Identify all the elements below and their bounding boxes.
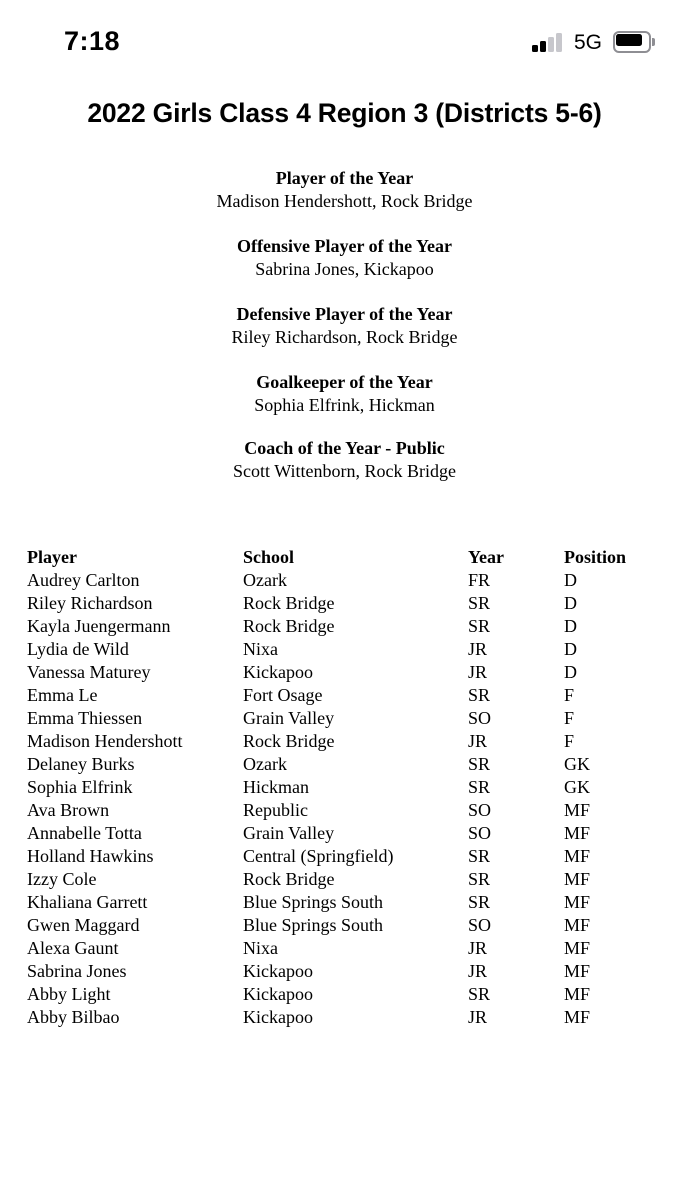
cell-school: Hickman: [243, 777, 309, 797]
cell-position: MF: [564, 984, 591, 1004]
cell-year: SO: [468, 915, 492, 935]
cell-player: Emma Le: [27, 685, 98, 705]
table-row: [27, 937, 667, 960]
signal-bar: [540, 41, 546, 52]
cell-player: Abby Light: [27, 984, 111, 1004]
status-time: 7:18: [64, 26, 121, 56]
roster-body: [27, 569, 667, 1029]
cell-school: Grain Valley: [243, 708, 335, 728]
cell-year: JR: [468, 731, 488, 751]
cell-school: Kickapoo: [243, 1007, 313, 1027]
cell-school: Ozark: [243, 570, 287, 590]
cell-player: Holland Hawkins: [27, 846, 154, 866]
cell-year: SR: [468, 869, 491, 889]
cell-school: Ozark: [243, 754, 287, 774]
cell-year: JR: [468, 662, 488, 682]
header-school: School: [243, 546, 295, 567]
table-row: [27, 730, 667, 753]
cell-position: MF: [564, 846, 591, 866]
cell-school: Rock Bridge: [243, 616, 335, 636]
battery-fill: [616, 34, 642, 46]
network-type: 5G: [574, 31, 603, 54]
cell-player: Izzy Cole: [27, 869, 97, 889]
cell-player: Audrey Carlton: [27, 570, 140, 590]
document-title: 2022 Girls Class 4 Region 3 (Districts 5-6): [87, 98, 602, 128]
table-row: [27, 868, 667, 891]
cell-year: SR: [468, 754, 491, 774]
award-winner: Sabrina Jones, Kickapoo: [255, 259, 434, 279]
cell-school: Blue Springs South: [243, 915, 384, 935]
cell-school: Kickapoo: [243, 961, 313, 981]
signal-bar: [548, 37, 554, 52]
header-position: Position: [564, 546, 627, 567]
signal-bar: [532, 45, 538, 52]
cell-school: Blue Springs South: [243, 892, 384, 912]
table-row: [27, 707, 667, 730]
cell-player: Khaliana Garrett: [27, 892, 148, 912]
cellular-signal-icon: [532, 32, 564, 52]
cell-player: Emma Thiessen: [27, 708, 143, 728]
cell-year: SR: [468, 846, 491, 866]
header-player: Player: [27, 546, 77, 567]
table-row: [27, 799, 667, 822]
cell-year: JR: [468, 1007, 488, 1027]
cell-player: Lydia de Wild: [27, 639, 129, 659]
cell-school: Nixa: [243, 639, 278, 659]
cell-player: Madison Hendershott: [27, 731, 183, 751]
table-row: [27, 914, 667, 937]
award-title: Defensive Player of the Year: [236, 304, 453, 324]
all-region-roster-table: [27, 545, 667, 1029]
cell-position: MF: [564, 823, 591, 843]
cell-year: SR: [468, 984, 491, 1004]
cell-school: Grain Valley: [243, 823, 335, 843]
cell-school: Rock Bridge: [243, 731, 335, 751]
cell-year: SR: [468, 685, 491, 705]
battery-icon: [613, 31, 657, 53]
cell-position: GK: [564, 777, 590, 797]
award-coach-of-the-year: [0, 436, 689, 504]
award-winner: Scott Wittenborn, Rock Bridge: [233, 461, 456, 481]
cell-player: Sophia Elfrink: [27, 777, 133, 797]
cell-year: SR: [468, 892, 491, 912]
cell-school: Kickapoo: [243, 984, 313, 1004]
cell-position: D: [564, 662, 577, 682]
cell-year: SO: [468, 800, 492, 820]
cell-position: MF: [564, 961, 591, 981]
cell-position: MF: [564, 1007, 591, 1027]
cell-position: MF: [564, 938, 591, 958]
cell-position: MF: [564, 915, 591, 935]
table-row: [27, 592, 667, 615]
table-row: [27, 569, 667, 592]
cell-player: Kayla Juengermann: [27, 616, 171, 636]
cell-player: Vanessa Maturey: [27, 662, 151, 682]
table-row: [27, 776, 667, 799]
cell-position: F: [564, 708, 575, 728]
award-winner: Madison Hendershott, Rock Bridge: [216, 191, 473, 211]
cell-position: MF: [564, 869, 591, 889]
award-player-of-the-year: [0, 166, 689, 234]
cell-position: D: [564, 593, 577, 613]
award-title: Offensive Player of the Year: [237, 236, 452, 256]
cell-year: SO: [468, 823, 492, 843]
header-year: Year: [468, 546, 504, 567]
cell-player: Riley Richardson: [27, 593, 153, 613]
award-defensive-player-of-the-year: [0, 302, 689, 370]
cell-player: Alexa Gaunt: [27, 938, 119, 958]
cell-school: Kickapoo: [243, 662, 313, 682]
cell-year: FR: [468, 570, 491, 590]
cell-school: Republic: [243, 800, 308, 820]
award-winner: Sophia Elfrink, Hickman: [254, 395, 435, 415]
cell-year: JR: [468, 639, 488, 659]
cell-player: Delaney Burks: [27, 754, 135, 774]
table-row: [27, 638, 667, 661]
cell-year: SR: [468, 777, 491, 797]
cell-school: Rock Bridge: [243, 593, 335, 613]
cell-year: JR: [468, 961, 488, 981]
cell-player: Annabelle Totta: [27, 823, 142, 843]
cell-year: SO: [468, 708, 492, 728]
cell-position: MF: [564, 892, 591, 912]
cell-year: JR: [468, 938, 488, 958]
awards-list: [0, 166, 689, 504]
cell-position: D: [564, 570, 577, 590]
table-row: [27, 684, 667, 707]
table-row: [27, 891, 667, 914]
cell-year: SR: [468, 593, 491, 613]
table-row: [27, 822, 667, 845]
award-goalkeeper-of-the-year: [0, 370, 689, 436]
table-row: [27, 845, 667, 868]
table-header-row: [27, 545, 667, 569]
cell-player: Ava Brown: [27, 800, 110, 820]
table-row: [27, 1006, 667, 1029]
cell-position: F: [564, 685, 575, 705]
cell-school: Rock Bridge: [243, 869, 335, 889]
cell-position: D: [564, 616, 577, 636]
cell-player: Abby Bilbao: [27, 1007, 120, 1027]
award-title: Goalkeeper of the Year: [256, 372, 433, 392]
cell-player: Sabrina Jones: [27, 961, 127, 981]
cell-school: Fort Osage: [243, 685, 323, 705]
award-title: Coach of the Year - Public: [244, 438, 445, 458]
cell-school: Nixa: [243, 938, 278, 958]
award-winner: Riley Richardson, Rock Bridge: [231, 327, 458, 347]
table-row: [27, 661, 667, 684]
cell-position: D: [564, 639, 577, 659]
signal-bar: [556, 33, 562, 52]
cell-school: Central (Springfield): [243, 846, 394, 866]
award-offensive-player-of-the-year: [0, 234, 689, 302]
cell-year: SR: [468, 616, 491, 636]
status-bar: [0, 0, 689, 80]
table-row: [27, 960, 667, 983]
cell-position: MF: [564, 800, 591, 820]
cell-position: GK: [564, 754, 590, 774]
award-title: Player of the Year: [275, 168, 414, 188]
cell-player: Gwen Maggard: [27, 915, 140, 935]
table-row: [27, 615, 667, 638]
cell-position: F: [564, 731, 575, 751]
table-row: [27, 753, 667, 776]
table-row: [27, 983, 667, 1006]
